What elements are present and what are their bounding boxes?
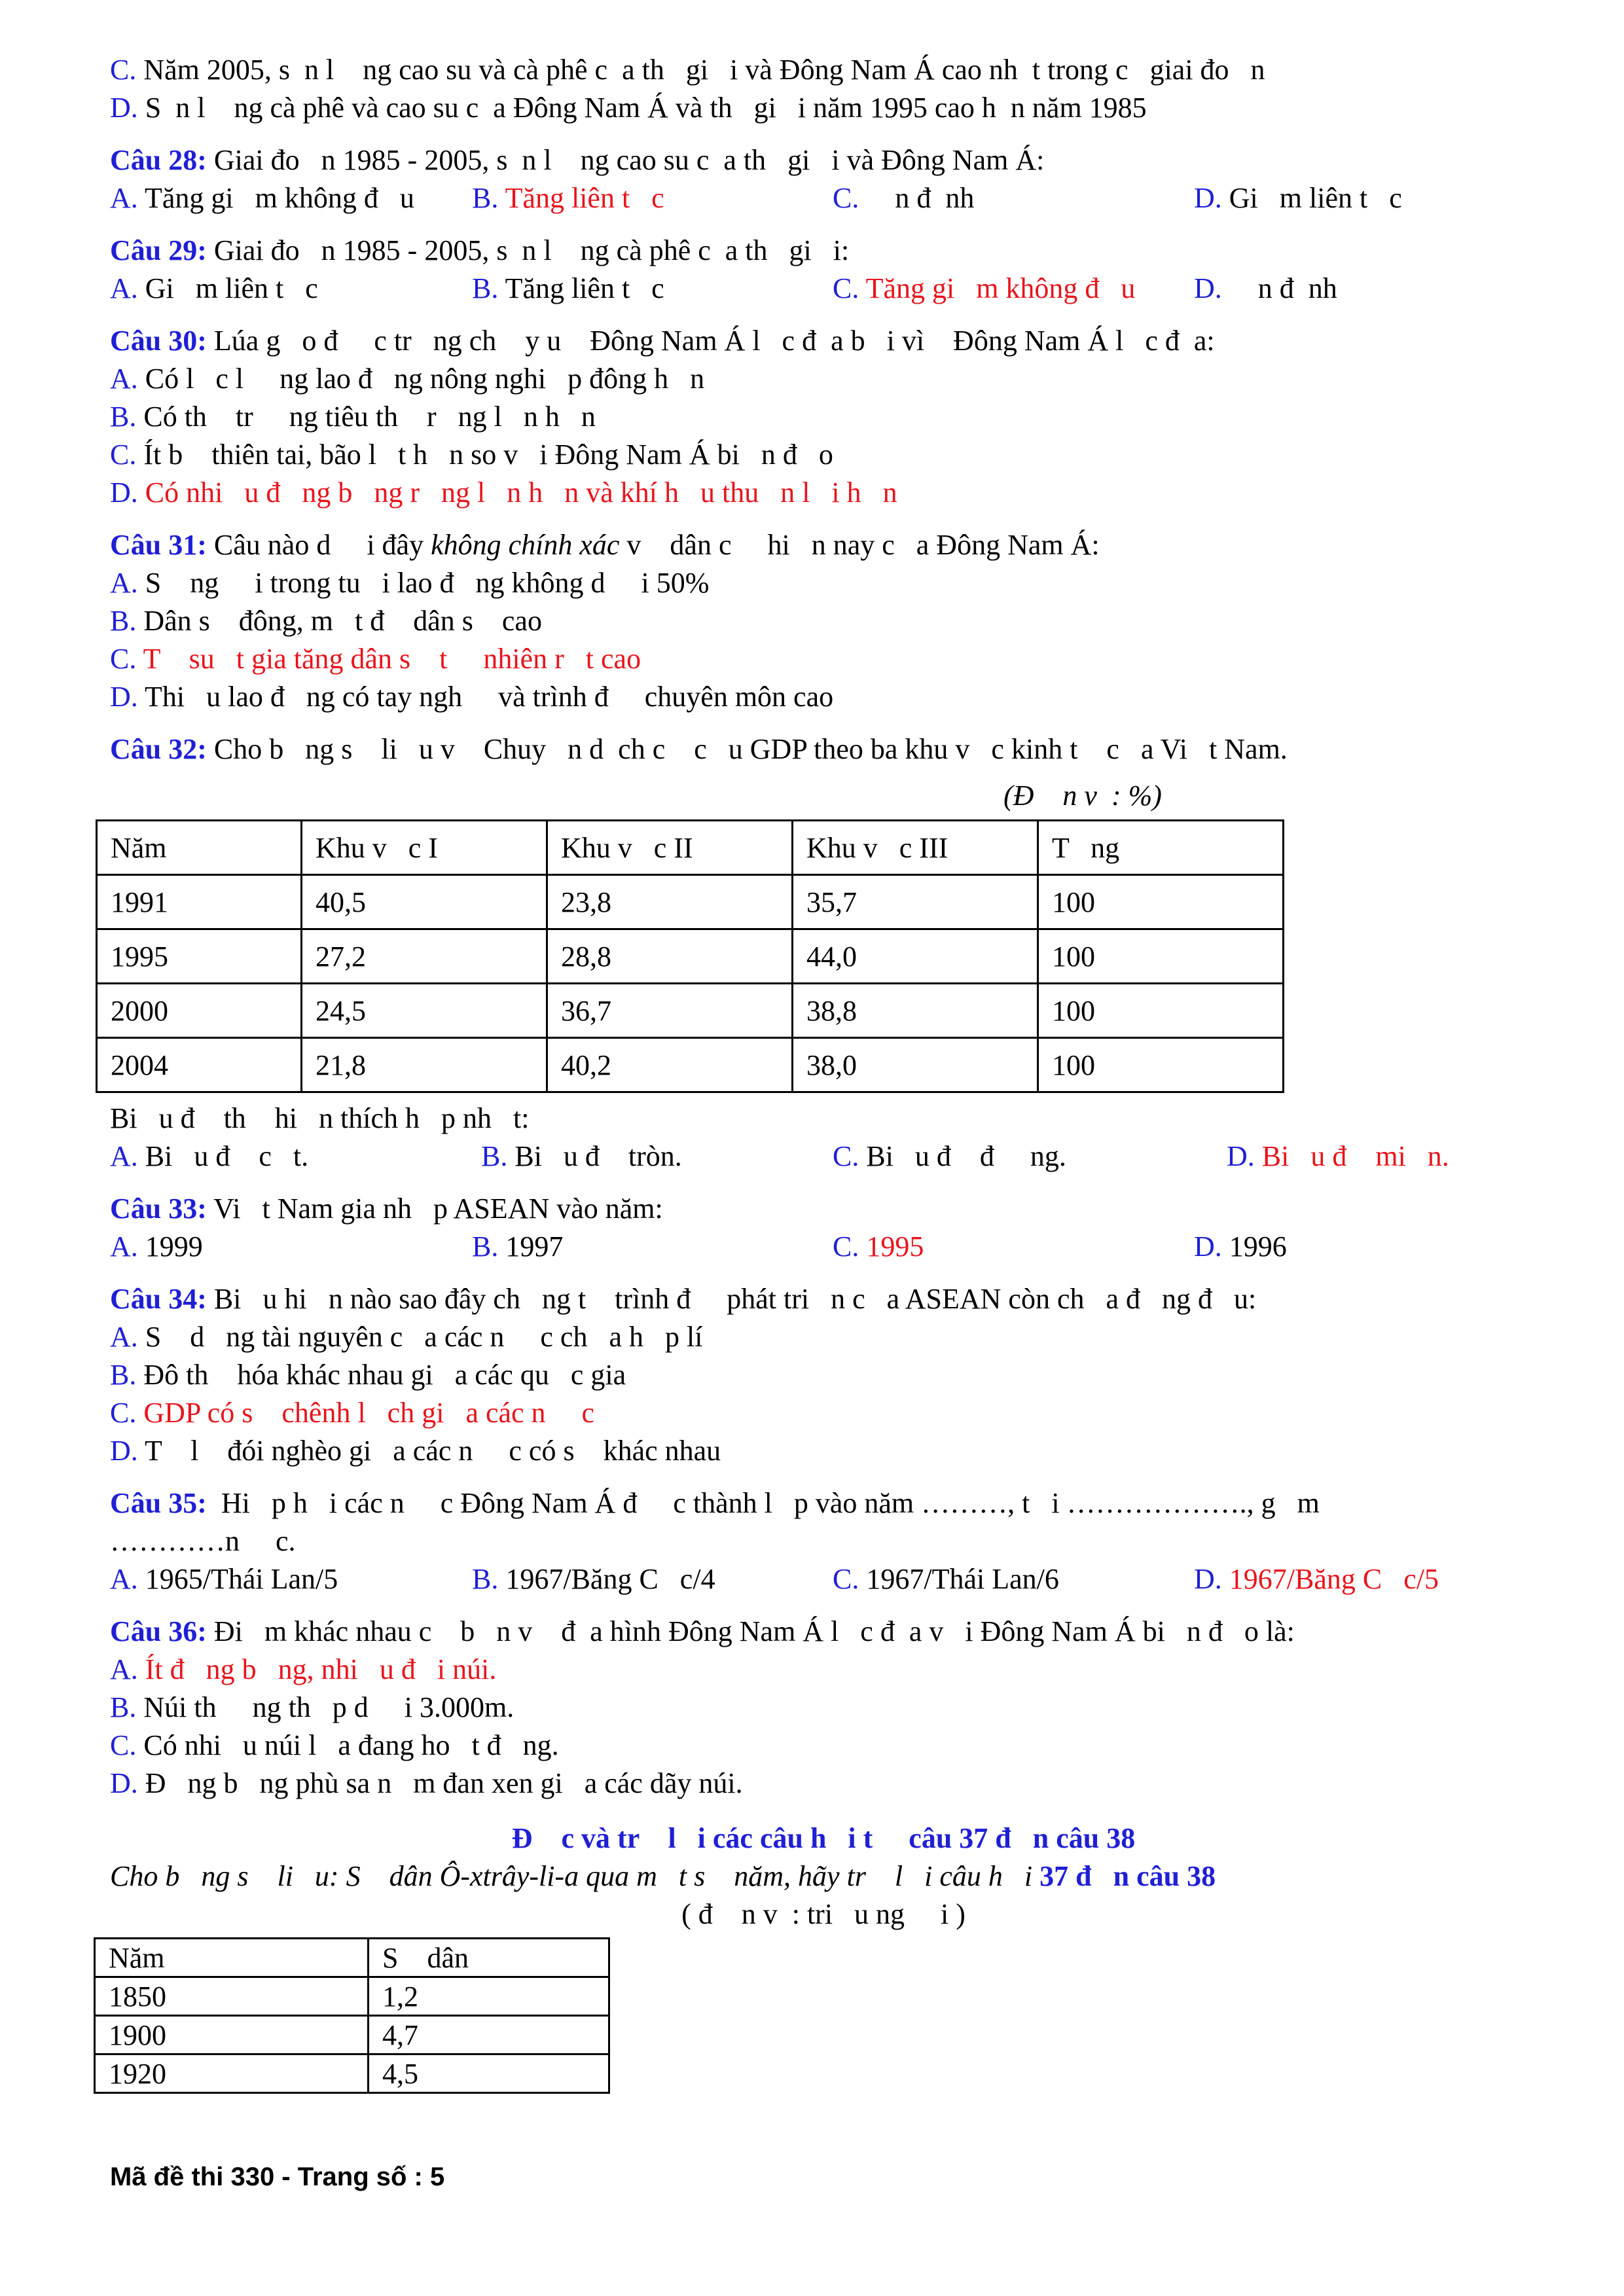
question-35-continued: …………n c. <box>110 1525 296 1557</box>
table-cell: 1991 <box>97 875 302 929</box>
option-b: B. Bi u đ tròn. <box>481 1140 682 1172</box>
question-36: Câu 36: Đi m khác nhau c b n v đ a hình Đông Nam Á l c đ a v i Đông Nam Á bi n đ o là: <box>110 1615 1295 1647</box>
table-cell: 27,2 <box>302 929 547 984</box>
option-a: A. Tăng gi m không đ u <box>110 182 414 214</box>
option-c: C. n đ nh <box>833 182 975 214</box>
table-cell: 40,2 <box>547 1038 793 1092</box>
option-b: B. 1997 <box>472 1230 564 1263</box>
table-cell: 2000 <box>97 984 302 1038</box>
table-cell: 4,5 <box>369 2054 609 2093</box>
table-cell: 35,7 <box>793 875 1038 929</box>
option-a: A. Có l c l ng lao đ ng nông nghi p đông h n <box>110 363 705 395</box>
table-cell: 36,7 <box>547 984 793 1038</box>
table-cell: 1995 <box>97 929 302 984</box>
option-a: A. Bi u đ c t. <box>110 1140 309 1172</box>
question-29: Câu 29: Giai đo n 1985 - 2005, s n l ng cà phê c a th gi i: <box>110 234 850 266</box>
reading-unit: ( đ n v : tri u ng i ) <box>681 1898 965 1930</box>
table-cell: 4,7 <box>369 2016 609 2054</box>
question-32-options <box>110 1138 1537 1175</box>
table-header-cell: Khu v c I <box>302 821 547 875</box>
table-header-cell: Khu v c III <box>793 821 1038 875</box>
table-header-cell: Năm <box>95 1939 369 1977</box>
exam-page <box>110 51 1537 2094</box>
table-cell: 2004 <box>97 1038 302 1092</box>
table-cell: 100 <box>1038 929 1284 984</box>
reading-section-title: Đ c và tr l i các câu h i t câu 37 đ n câu 38 <box>511 1822 1136 1854</box>
table-row <box>97 929 1284 984</box>
option-a: A. 1999 <box>110 1230 203 1263</box>
option-d: D. Đ ng b ng phù sa n m đan xen gi a các dãy núi. <box>110 1767 743 1799</box>
table-cell: 40,5 <box>302 875 547 929</box>
table-row <box>97 1038 1284 1092</box>
option-b: B. 1967/Băng C c/4 <box>472 1563 715 1595</box>
table-cell: 1,2 <box>369 1977 609 2016</box>
reading-intro: Cho b ng s li u: S dân Ô-xtrây-li-a qua m t s năm, hãy tr l i câu h i 37 đ n câu 38 <box>110 1860 1216 1892</box>
table-cell: 100 <box>1038 875 1284 929</box>
question-35: Câu 35: Hi p h i các n c Đông Nam Á đ c thành l p vào năm ………, t i ………………., g m <box>110 1487 1320 1519</box>
page-footer: Mã đề thi 330 - Trang số : 5 <box>110 2162 445 2191</box>
table-cell: 21,8 <box>302 1038 547 1092</box>
option-d: D. T l đói nghèo gi a các n c có s khác nhau <box>110 1435 721 1467</box>
option-c: C. Có nhi u núi l a đang ho t đ ng. <box>110 1729 559 1761</box>
table-cell: 28,8 <box>547 929 793 984</box>
table-cell: 23,8 <box>547 875 793 929</box>
table-cell: 24,5 <box>302 984 547 1038</box>
table-row <box>97 984 1284 1038</box>
option-c: C. T su t gia tăng dân s t nhiên r t cao <box>110 643 641 675</box>
table-header-cell: T ng <box>1038 821 1284 875</box>
question-35-options <box>110 1560 1537 1598</box>
option-b: B. Tăng liên t c <box>472 182 664 214</box>
table-header-cell: Năm <box>97 821 302 875</box>
option-c: C. GDP có s chênh l ch gi a các n c <box>110 1397 595 1429</box>
question-32-prompt: Bi u đ th hi n thích h p nh t: <box>110 1102 530 1134</box>
option-a: A. Ít đ ng b ng, nhi u đ i núi. <box>110 1653 497 1685</box>
question-33: Câu 33: Vi t Nam gia nh p ASEAN vào năm: <box>110 1193 663 1225</box>
table-header-row <box>97 821 1284 875</box>
option-a: A. Gi m liên t c <box>110 272 318 304</box>
table-cell: 1920 <box>95 2054 369 2093</box>
option-c: C. Bi u đ đ ng. <box>833 1140 1066 1172</box>
table-row <box>95 2054 609 2093</box>
option-d: D. n đ nh <box>1194 272 1337 304</box>
option-b: B. Có th tr ng tiêu th r ng l n h n <box>110 401 596 433</box>
table-cell: 100 <box>1038 1038 1284 1092</box>
table-row <box>95 2016 609 2054</box>
option-d: D. Thi u lao đ ng có tay ngh và trình đ chuyên môn cao <box>110 681 834 713</box>
question-30: Câu 30: Lúa g o đ c tr ng ch y u Đông Nam Á l c đ a b i vì Đông Nam Á l c đ a: <box>110 325 1215 357</box>
option-b: B. Tăng liên t c <box>472 272 664 304</box>
table-cell: 1900 <box>95 2016 369 2054</box>
option-d: D. Bi u đ mi n. <box>1227 1140 1449 1172</box>
table-header-cell: S dân <box>369 1939 609 1977</box>
table-row <box>95 1977 609 2016</box>
option-c: C. Tăng gi m không đ u <box>833 272 1136 304</box>
question-28-options <box>110 179 1537 217</box>
option-d: D. 1967/Băng C c/5 <box>1194 1563 1439 1595</box>
prev-option-c: C. Năm 2005, s n l ng cao su và cà phê c a th gi i và Đông Nam Á cao nh t trong c giai đo n <box>110 54 1265 86</box>
option-a: A. S ng i trong tu i lao đ ng không d i 50% <box>110 567 710 599</box>
table-header-cell: Khu v c II <box>547 821 793 875</box>
gdp-structure-table <box>96 819 1284 1093</box>
table-cell: 44,0 <box>793 929 1038 984</box>
option-d: D. 1996 <box>1194 1230 1287 1263</box>
prev-option-d: D. S n l ng cà phê và cao su c a Đông Nam Á và th gi i năm 1995 cao h n năm 1985 <box>110 92 1147 124</box>
table-row <box>97 875 1284 929</box>
question-33-options <box>110 1228 1537 1266</box>
option-a: A. 1965/Thái Lan/5 <box>110 1563 338 1595</box>
option-d: D. Có nhi u đ ng b ng r ng l n h n và khí h u thu n l i h n <box>110 476 897 509</box>
option-b: B. Dân s đông, m t đ dân s cao <box>110 605 542 637</box>
question-31: Câu 31: Câu nào d i đây không chính xác v dân c hi n nay c a Đông Nam Á: <box>110 529 1100 561</box>
table-cell: 38,8 <box>793 984 1038 1038</box>
option-b: B. Núi th ng th p d i 3.000m. <box>110 1691 514 1723</box>
table-cell: 1850 <box>95 1977 369 2016</box>
option-a: A. S d ng tài nguyên c a các n c ch a h p lí <box>110 1321 703 1353</box>
option-c: C. Ít b thiên tai, bão l t h n so v i Đông Nam Á bi n đ o <box>110 439 833 471</box>
question-32: Câu 32: Cho b ng s li u v Chuy n d ch c c u GDP theo ba khu v c kinh t c a Vi t Nam. <box>110 733 1288 765</box>
table-unit: (Đ n v : %) <box>1003 780 1162 812</box>
question-29-options <box>110 270 1537 308</box>
question-34: Câu 34: Bi u hi n nào sao đây ch ng t trình đ phát tri n c a ASEAN còn ch a đ ng đ u: <box>110 1283 1257 1315</box>
table-cell: 38,0 <box>793 1038 1038 1092</box>
option-c: C. 1967/Thái Lan/6 <box>833 1563 1059 1595</box>
table-cell: 100 <box>1038 984 1284 1038</box>
population-table <box>94 1937 610 2094</box>
table-header-row <box>95 1939 609 1977</box>
option-b: B. Đô th hóa khác nhau gi a các qu c gia <box>110 1359 626 1391</box>
question-28: Câu 28: Giai đo n 1985 - 2005, s n l ng cao su c a th gi i và Đông Nam Á: <box>110 144 1045 176</box>
option-d: D. Gi m liên t c <box>1194 182 1402 214</box>
option-c: C. 1995 <box>833 1230 924 1263</box>
